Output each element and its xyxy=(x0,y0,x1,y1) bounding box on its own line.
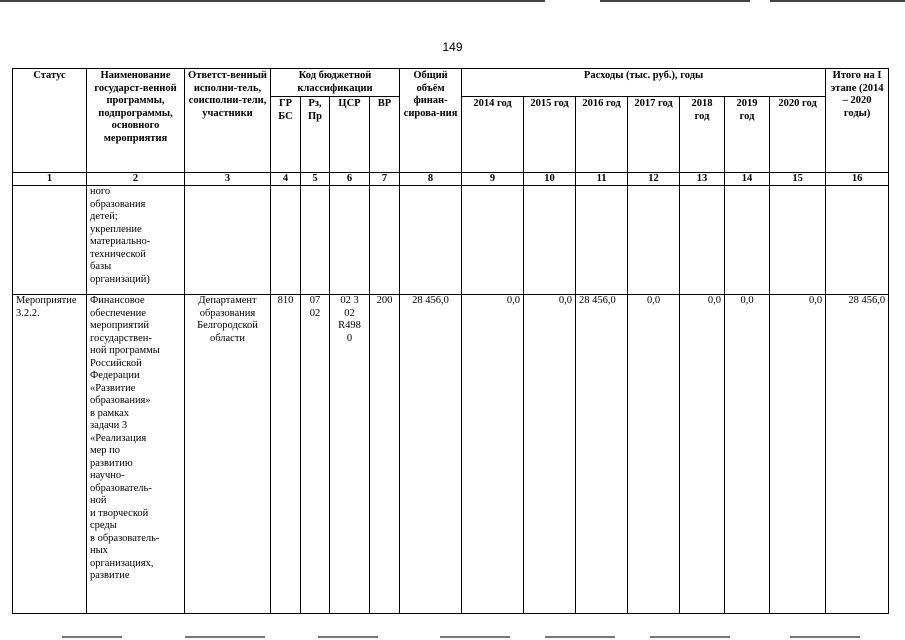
year-cell xyxy=(680,186,725,295)
year-cell xyxy=(770,186,826,295)
header-year-2019: 2019 год xyxy=(725,97,770,173)
header-expenses: Расходы (тыс. руб.), годы xyxy=(462,69,826,97)
scan-top-line xyxy=(770,0,905,2)
status-cell xyxy=(13,186,87,295)
column-number: 5 xyxy=(301,173,330,186)
table-row-measure xyxy=(13,295,889,614)
total-cell: 28 456,0 xyxy=(400,295,462,614)
responsible-cell xyxy=(185,186,271,295)
header-year-2018: 2018 год xyxy=(680,97,725,173)
year-2014-cell: 0,0 xyxy=(462,295,524,614)
scan-bottom-line xyxy=(185,636,265,638)
column-number: 16 xyxy=(826,173,889,186)
budget-table xyxy=(12,68,889,614)
header-year-2017: 2017 год xyxy=(628,97,680,173)
column-number: 10 xyxy=(524,173,576,186)
scan-bottom-line xyxy=(790,636,860,638)
year-cell xyxy=(628,186,680,295)
column-number: 6 xyxy=(330,173,370,186)
scan-top-line xyxy=(0,0,545,2)
grbs-cell: 810 xyxy=(271,295,301,614)
year-2015-cell: 0,0 xyxy=(524,295,576,614)
year-2020-cell: 0,0 xyxy=(770,295,826,614)
year-2018-cell: 0,0 xyxy=(680,295,725,614)
scan-bottom-line xyxy=(440,636,510,638)
column-number: 15 xyxy=(770,173,826,186)
header-responsible: Ответст-венный исполни-тель, соисполни-тели, участники xyxy=(185,69,271,173)
column-number: 2 xyxy=(87,173,185,186)
column-number: 7 xyxy=(370,173,400,186)
rzpr-cell xyxy=(301,186,330,295)
header-stage-total: Итого на I этапе (2014 – 2020 годы) xyxy=(826,69,889,173)
header-name: Наименование государст-венной программы, подпрограммы, основного мероприятия xyxy=(87,69,185,173)
year-cell xyxy=(725,186,770,295)
scan-bottom-line xyxy=(318,636,378,638)
header-year-2014: 2014 год xyxy=(462,97,524,173)
vr-cell: 200 xyxy=(370,295,400,614)
csr-cell: 02 3 02 R498 0 xyxy=(330,295,370,614)
header-budget-code: Код бюджетной классификации xyxy=(271,69,400,97)
vr-cell xyxy=(370,186,400,295)
scan-bottom-line xyxy=(650,636,730,638)
year-cell xyxy=(576,186,628,295)
header-rzpr: Рз, Пр xyxy=(301,97,330,173)
column-number: 11 xyxy=(576,173,628,186)
header-csr: ЦСР xyxy=(330,97,370,173)
header-total-volume: Общий объём финан-сирова-ния xyxy=(400,69,462,173)
header-year-2020: 2020 год xyxy=(770,97,826,173)
column-number: 13 xyxy=(680,173,725,186)
column-number: 3 xyxy=(185,173,271,186)
header-year-2016: 2016 год xyxy=(576,97,628,173)
page-number: 149 xyxy=(442,40,463,54)
name-cell: Финансовое обеспечение мероприятий государствен- ной программы Российской Федерации «Развитие образования» в рамках задачи 3 «Реализация мер по развитию научно- образователь- ной и творческой среды в образователь- ных организациях, развитие xyxy=(87,295,185,614)
year-2016-cell: 28 456,0 xyxy=(576,295,628,614)
year-cell xyxy=(462,186,524,295)
column-number: 14 xyxy=(725,173,770,186)
column-number: 4 xyxy=(271,173,301,186)
scan-top-line xyxy=(600,0,750,2)
table-row-continued xyxy=(13,186,889,295)
csr-cell xyxy=(330,186,370,295)
column-number: 9 xyxy=(462,173,524,186)
header-year-2015: 2015 год xyxy=(524,97,576,173)
status-cell: Мероприятие 3.2.2. xyxy=(13,295,87,614)
grbs-cell xyxy=(271,186,301,295)
name-cell: ного образования детей; укрепление материально- технической базы организаций) xyxy=(87,186,185,295)
column-number: 8 xyxy=(400,173,462,186)
year-2017-cell: 0,0 xyxy=(628,295,680,614)
responsible-cell: Департамент образования Белгородской области xyxy=(185,295,271,614)
total-cell xyxy=(400,186,462,295)
stage-total-cell xyxy=(826,186,889,295)
scan-bottom-line xyxy=(62,636,122,638)
column-number-row xyxy=(13,173,889,186)
column-number: 12 xyxy=(628,173,680,186)
scan-bottom-line xyxy=(545,636,615,638)
header-grbs: ГР БС xyxy=(271,97,301,173)
rzpr-cell: 07 02 xyxy=(301,295,330,614)
year-2019-cell: 0,0 xyxy=(725,295,770,614)
header-status: Статус xyxy=(13,69,87,173)
year-cell xyxy=(524,186,576,295)
header-vr: ВР xyxy=(370,97,400,173)
stage-total-cell: 28 456,0 xyxy=(826,295,889,614)
column-number: 1 xyxy=(13,173,87,186)
